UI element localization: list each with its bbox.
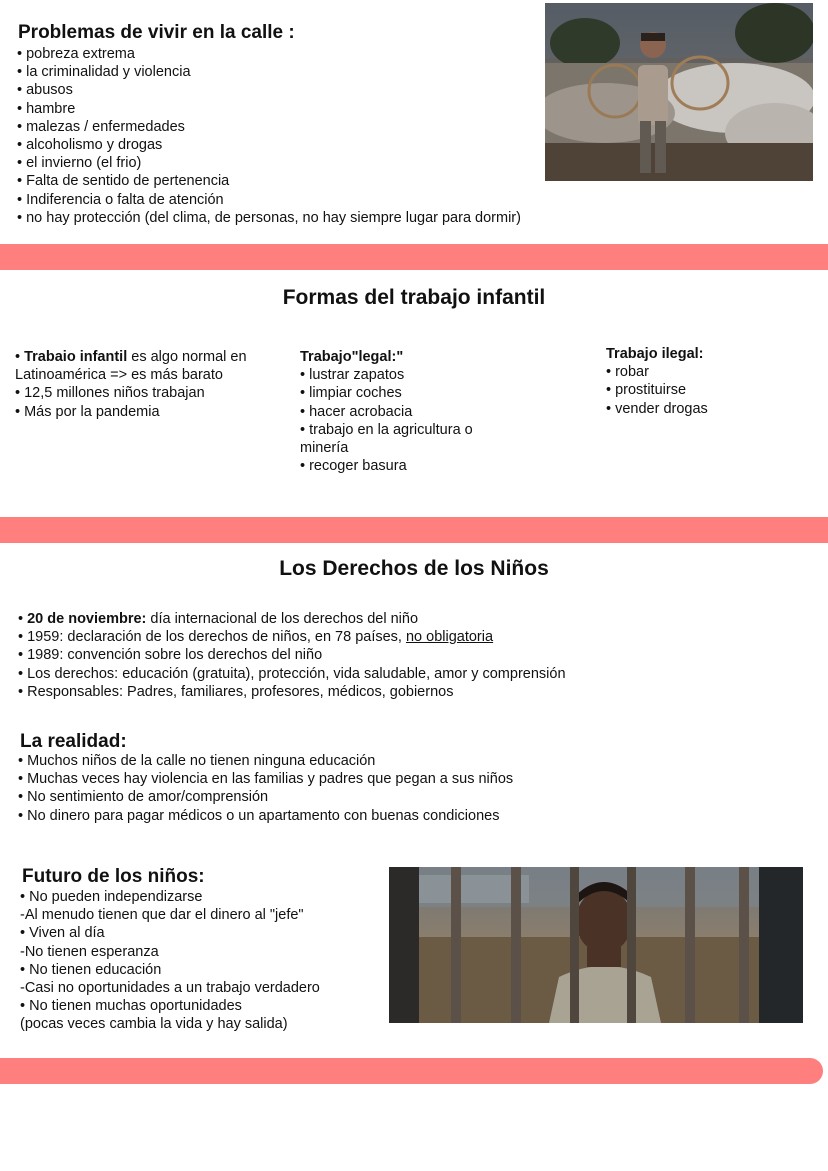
col-title: Trabajo"legal:" (300, 349, 404, 365)
section-divider (0, 1058, 823, 1084)
list-item: • alcoholismo y drogas (17, 137, 163, 154)
child-behind-bars-photo (389, 867, 803, 1023)
col-title: Trabajo ilegal: (606, 346, 704, 362)
list-item: • No tienen educación (20, 961, 162, 978)
list-item: • limpiar coches (300, 385, 402, 402)
list-item: • prostituirse (606, 382, 687, 399)
section2-col1 (15, 348, 247, 421)
list-item: • malezas / enfermedades (17, 118, 185, 135)
list-item: • el invierno (el frio) (17, 155, 142, 172)
section1-title: Problemas de vivir en la calle : (18, 22, 295, 43)
section1-list (17, 45, 521, 227)
list-item: • abusos (17, 82, 73, 99)
section2-title: Formas del trabajo infantil (282, 286, 546, 309)
list-item: • No pueden independizarse (20, 889, 203, 905)
list-item: minería (300, 440, 349, 457)
list-item: • Falta de sentido de pertenencia (17, 173, 230, 190)
list-item: • Los derechos: educación (gratuita), protección, vida saludable, amor y comprensión (18, 665, 566, 682)
list-item: • No dinero para pagar médicos o un apartamento con buenas condiciones (18, 807, 500, 824)
street-child-photo (545, 3, 813, 181)
section2-col3 (606, 345, 708, 418)
list-item: (pocas veces cambia la vida y hay salida) (20, 1016, 288, 1033)
list-item: • recoger basura (300, 458, 407, 475)
list-item: • vender drogas (606, 400, 708, 417)
list-item: • pobreza extrema (17, 46, 135, 62)
list-item: • Muchas veces hay violencia en las familias y padres que pegan a sus niños (18, 771, 514, 788)
list-item: -Al menudo tienen que dar el dinero al "jefe" (20, 907, 304, 924)
list-item: • 12,5 millones niños trabajan (15, 385, 205, 402)
section2-col2 (300, 348, 473, 475)
section5-list (20, 888, 320, 1034)
section3-title: Los Derechos de los Niños (279, 557, 549, 580)
list-item: • 20 de noviembre: día internacional de los derechos del niño (18, 611, 419, 627)
list-item: • Indiferencia o falta de atención (17, 191, 224, 208)
section3-list (18, 610, 566, 701)
list-item: • Más por la pandemia (15, 403, 160, 420)
list-item: • robar (606, 364, 649, 381)
list-item: • hambre (17, 100, 76, 117)
section5-title: Futuro de los niños: (22, 866, 205, 887)
list-item: • Viven al día (20, 925, 105, 942)
list-item: • 1959: declaración de los derechos de niños, en 78 países, no obligatoria (18, 629, 494, 646)
list-item: • Responsables: Padres, familiares, profesores, médicos, gobiernos (18, 683, 454, 700)
section4-list (18, 752, 513, 825)
list-item: • Trabaio infantil es algo normal en (15, 349, 247, 365)
list-item: • No tienen muchas oportunidades (20, 998, 242, 1015)
list-item: • Muchos niños de la calle no tienen ninguna educación (18, 753, 376, 769)
list-item: • hacer acrobacia (300, 403, 413, 420)
list-item: • no hay protección (del clima, de personas, no hay siempre lugar para dormir) (17, 209, 521, 226)
section-divider (0, 517, 828, 543)
list-item: • lustrar zapatos (300, 367, 405, 384)
section-divider (0, 244, 828, 270)
list-item: Latinoamérica => es más barato (15, 367, 223, 384)
list-item: -Casi no oportunidades a un trabajo verdadero (20, 980, 320, 997)
list-item: -No tienen esperanza (20, 943, 159, 960)
list-item: • 1989: convención sobre los derechos del niño (18, 647, 323, 664)
list-item: • la criminalidad y violencia (17, 64, 191, 81)
section4-title: La realidad: (20, 731, 127, 752)
list-item: • trabajo en la agricultura o (300, 421, 473, 438)
list-item: • No sentimiento de amor/comprensión (18, 789, 269, 806)
